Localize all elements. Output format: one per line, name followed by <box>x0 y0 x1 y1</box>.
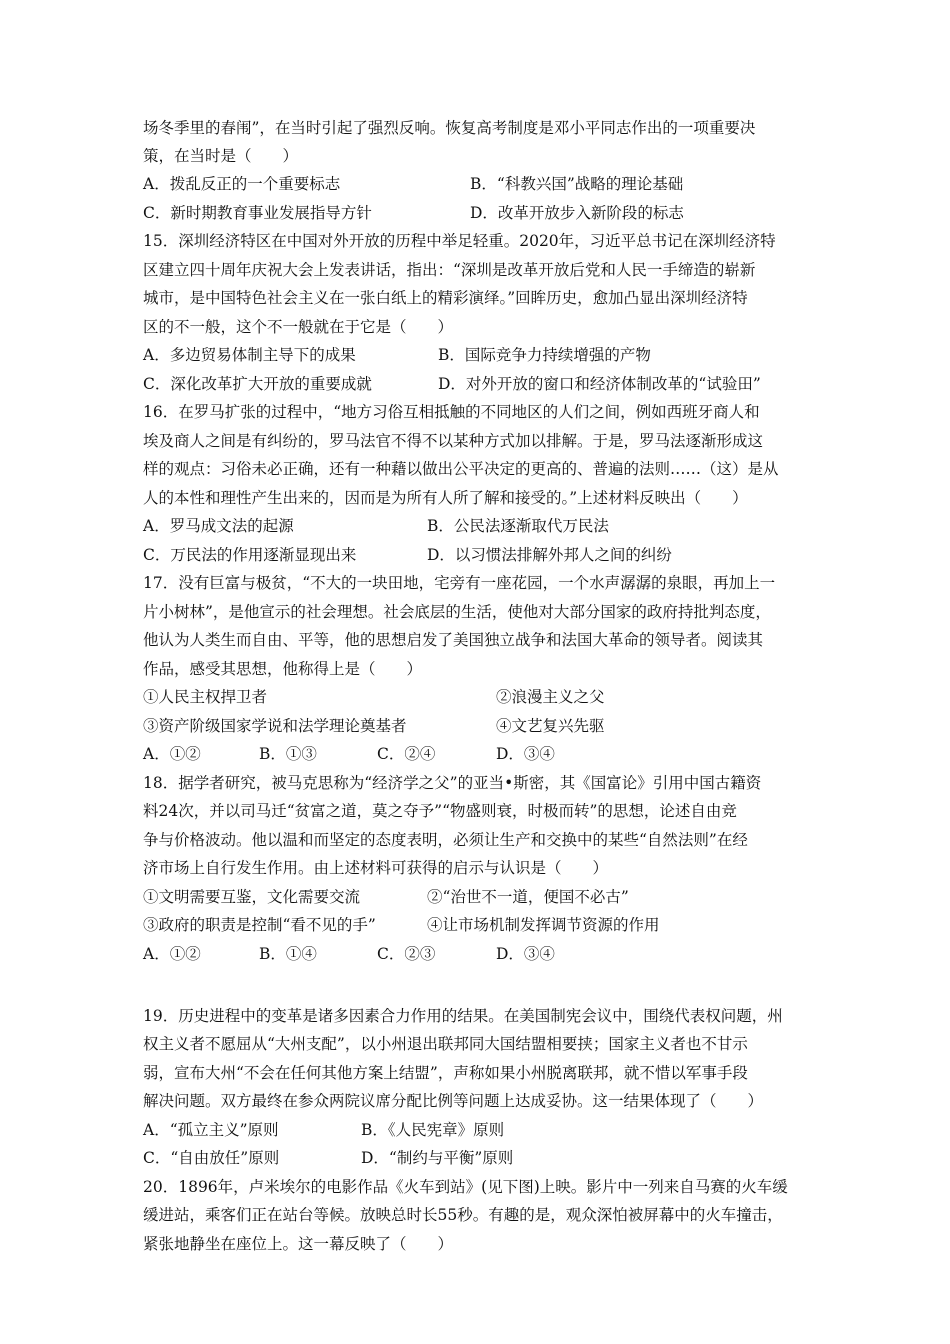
q19-stem-line: 19．历史进程中的变革是诸多因素合力作用的结果。在美国制宪会议中，围绕代表权问题，州 <box>143 1007 783 1025</box>
q18-statement-4: ④让市场机制发挥调节资源的作用 <box>427 916 660 934</box>
q17-stem-line: 片小树林”，是他宣示的社会理想。社会底层的生活，使他对大部分国家的政府持批判态度， <box>143 603 771 621</box>
q16-option-d: D．以习惯法排解外邦人之间的纠纷 <box>427 546 672 564</box>
q18-statement-2: ②“治世不一道，便国不必古” <box>427 888 629 906</box>
q15-option-b: B．国际竞争力持续增强的产物 <box>438 346 651 364</box>
q15-stem-line: 区建立四十周年庆祝大会上发表讲话，指出：“深圳是改革开放后党和人民一手缔造的崭新 <box>143 261 756 279</box>
q20-stem-line: 20．1896年，卢米埃尔的电影作品《火车到站》(见下图)上映。影片中一列来自马赛的火车缓 <box>143 1178 788 1196</box>
q14-option-b: B．“科教兴国”战略的理论基础 <box>470 175 684 193</box>
q19-stem-line: 权主义者不愿屈从“大州支配”，以小州退出联邦同大国结盟相要挟；国家主义者也不甘示 <box>143 1035 748 1053</box>
q17-stem-line: 他认为人类生而自由、平等，他的思想启发了美国独立战争和法国大革命的领导者。阅读其 <box>143 631 764 649</box>
q19-option-c: C．“自由放任”原则 <box>143 1149 280 1167</box>
q17-stem-line: 17．没有巨富与极贫，“不大的一块田地，宅旁有一座花园，一个水声潺潺的泉眼，再加上一 <box>143 574 776 592</box>
q20-stem-line: 缓进站，乘客们正在站台等候。放映总时长55秒。有趣的是，观众深怕被屏幕中的火车撞击， <box>143 1206 783 1224</box>
q19-stem-line: 弱，宣布大州“不会在任何其他方案上结盟”，声称如果小州脱离联邦，就不惜以军事手段 <box>143 1064 748 1082</box>
q18-stem-line: 18．据学者研究，被马克思称为“经济学之父”的亚当•斯密，其《国富论》引用中国古籍资 <box>143 774 762 792</box>
q16-stem-line: 埃及商人之间是有纠纷的，罗马法官不得不以某种方式加以排解。于是，罗马法逐渐形成这 <box>143 432 764 450</box>
q17-statement-4: ④文艺复兴先驱 <box>496 717 605 735</box>
q18-statement-3: ③政府的职责是控制“看不见的手” <box>143 916 376 934</box>
q18-stem-line: 争与价格波动。他以温和而坚定的态度表明，必须让生产和交换中的某些“自然法则”在经 <box>143 831 748 849</box>
q18-option-b: B．①④ <box>259 945 317 963</box>
q19-option-b: B．《人民宪章》原则 <box>361 1121 505 1139</box>
q16-option-a: A．罗马成文法的起源 <box>143 517 294 535</box>
q18-stem-line: 济市场上自行发生作用。由上述材料可获得的启示与认识是（ ） <box>143 859 609 877</box>
q18-option-a: A．①② <box>143 945 201 963</box>
q19-stem-line: 解决问题。双方最终在参众两院议席分配比例等问题上达成妥协。这一结果体现了（ ） <box>143 1092 764 1110</box>
q18-statement-1: ①文明需要互鉴，文化需要交流 <box>143 888 361 906</box>
q14-option-a: A．拨乱反正的一个重要标志 <box>143 175 341 193</box>
q15-stem-line: 15．深圳经济特区在中国对外开放的历程中举足轻重。2020年，习近平总书记在深圳经济特 <box>143 232 776 250</box>
q19-option-a: A．“孤立主义”原则 <box>143 1121 279 1139</box>
q19-option-d: D．“制约与平衡”原则 <box>361 1149 514 1167</box>
q15-stem-line: 区的不一般，这个不一般就在于它是（ ） <box>143 318 454 336</box>
q15-option-d: D．对外开放的窗口和经济体制改革的“试验田” <box>438 375 761 393</box>
q16-option-c: C．万民法的作用逐渐显现出来 <box>143 546 357 564</box>
q16-option-b: B．公民法逐渐取代万民法 <box>427 517 609 535</box>
q14-stem-line: 策，在当时是（ ） <box>143 147 299 165</box>
q17-statement-3: ③资产阶级国家学说和法学理论奠基者 <box>143 717 407 735</box>
q17-option-c: C．②④ <box>377 745 436 763</box>
q16-stem-line: 人的本性和理性产生出来的，因而是为所有人所了解和接受的。”上述材料反映出（ ） <box>143 489 748 507</box>
q17-statement-2: ②浪漫主义之父 <box>496 688 605 706</box>
q14-option-d: D．改革开放步入新阶段的标志 <box>470 204 684 222</box>
q14-stem-line: 场冬季里的春闱”，在当时引起了强烈反响。恢复高考制度是邓小平同志作出的一项重要决 <box>143 119 756 137</box>
q20-stem-line: 紧张地静坐在座位上。这一幕反映了（ ） <box>143 1235 454 1253</box>
q15-option-c: C．深化改革扩大开放的重要成就 <box>143 375 372 393</box>
q14-option-c: C．新时期教育事业发展指导方针 <box>143 204 372 222</box>
q17-option-a: A．①② <box>143 745 201 763</box>
q15-option-a: A．多边贸易体制主导下的成果 <box>143 346 356 364</box>
q16-stem-line: 样的观点：习俗未必正确，还有一种藉以做出公平决定的更高的、普遍的法则……（这）是从 <box>143 460 779 478</box>
q15-stem-line: 城市，是中国特色社会主义在一张白纸上的精彩演绎。”回眸历史，愈加凸显出深圳经济特 <box>143 289 748 307</box>
q17-option-b: B．①③ <box>259 745 317 763</box>
q17-stem-line: 作品，感受其思想，他称得上是（ ） <box>143 660 423 678</box>
q17-option-d: D．③④ <box>496 745 555 763</box>
q16-stem-line: 16．在罗马扩张的过程中，“地方习俗互相抵触的不同地区的人们之间，例如西班牙商人和 <box>143 403 760 421</box>
q18-option-c: C．②③ <box>377 945 436 963</box>
q18-option-d: D．③④ <box>496 945 555 963</box>
q17-statement-1: ①人民主权捍卫者 <box>143 688 268 706</box>
q18-stem-line: 料24次，并以司马迁“贫富之道，莫之夺予”“物盛则衰，时极而转”的思想，论述自由竞 <box>143 802 737 820</box>
